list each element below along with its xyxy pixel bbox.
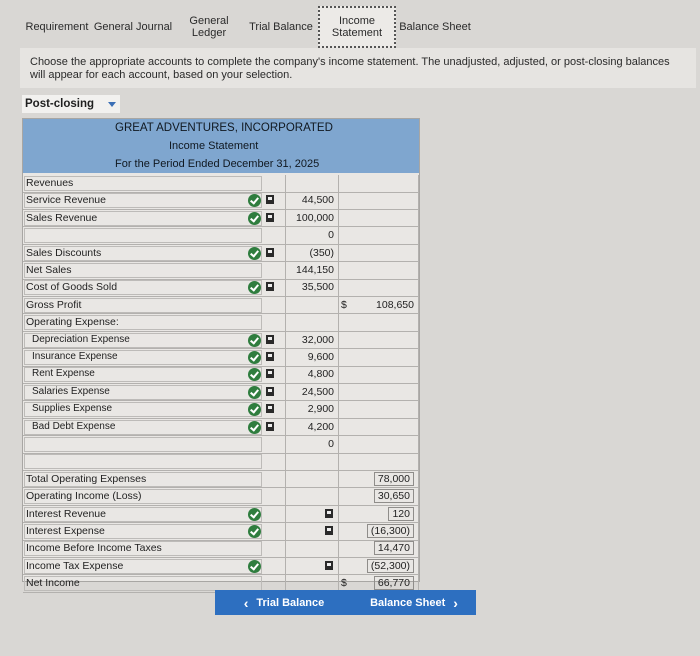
total-cell[interactable]	[339, 384, 419, 401]
flag-icon	[325, 561, 333, 570]
company-name: GREAT ADVENTURES, INCORPORATED	[23, 119, 419, 137]
account-label: Revenues	[26, 177, 74, 189]
total-cell[interactable]	[339, 297, 419, 314]
amount-cell[interactable]	[285, 175, 339, 192]
amount-value: 32,000	[301, 333, 334, 346]
total-cell[interactable]	[339, 453, 419, 470]
account-select[interactable]	[24, 437, 262, 452]
tab-requirement[interactable]: Requirement	[25, 21, 89, 33]
total-cell[interactable]	[339, 540, 419, 557]
total-cell[interactable]	[339, 401, 419, 418]
table-row	[23, 192, 419, 210]
amount-cell[interactable]	[285, 332, 339, 349]
tab-general-journal[interactable]: General Journal	[93, 21, 173, 33]
total-cell[interactable]	[339, 523, 419, 540]
total-value: 30,650	[374, 489, 414, 503]
amount-value: 4,800	[307, 368, 334, 381]
total-cell[interactable]	[339, 210, 419, 227]
check-icon	[248, 386, 261, 399]
flag-icon	[266, 404, 274, 413]
flag-icon	[266, 282, 274, 291]
statement-title: Income Statement	[23, 137, 419, 155]
account-label: Net Sales	[26, 264, 72, 276]
table-row	[23, 245, 419, 263]
table-row	[23, 540, 419, 558]
flag-icon	[266, 422, 274, 431]
amount-value: 35,500	[301, 281, 334, 294]
account-label: Gross Profit	[26, 298, 82, 311]
total-value: (52,300)	[367, 559, 414, 573]
table-row	[23, 297, 419, 315]
flag-icon	[266, 213, 274, 222]
check-icon	[248, 351, 261, 364]
check-icon	[248, 508, 261, 521]
total-value: 14,470	[374, 541, 414, 555]
total-value: (16,300)	[367, 524, 414, 538]
table-row	[23, 471, 419, 489]
total-cell[interactable]	[339, 332, 419, 349]
account-select[interactable]	[24, 228, 262, 243]
table-row	[23, 419, 419, 437]
table-row	[23, 436, 419, 454]
table-row	[23, 349, 419, 367]
amount-value: 44,500	[301, 194, 334, 207]
amount-cell[interactable]	[285, 471, 339, 488]
chevron-right-icon: ›	[453, 594, 458, 611]
account-label: Insurance Expense	[32, 351, 118, 362]
flag-icon	[266, 335, 274, 344]
amount-cell[interactable]	[285, 419, 339, 436]
total-value: 78,000	[374, 472, 414, 486]
amount-value: 0	[328, 229, 334, 242]
total-cell[interactable]	[339, 262, 419, 279]
table-row	[23, 210, 419, 228]
table-row	[23, 227, 419, 245]
account-label: Salaries Expense	[32, 385, 110, 397]
table-row	[23, 384, 419, 402]
amount-cell[interactable]	[285, 262, 339, 279]
total-cell[interactable]	[339, 558, 419, 575]
check-icon	[248, 421, 261, 434]
account-label: Sales Discounts	[26, 246, 102, 259]
amount-cell[interactable]	[285, 314, 339, 331]
statement-period: For the Period Ended December 31, 2025	[23, 155, 419, 173]
table-row	[23, 401, 419, 419]
total-cell[interactable]	[339, 436, 419, 453]
check-icon	[248, 212, 261, 225]
prev-button[interactable]	[215, 590, 353, 615]
amount-value: 24,500	[301, 385, 334, 398]
tab-income-statement[interactable]: Income Statement	[318, 6, 396, 48]
account-label: Cost of Goods Sold	[26, 281, 118, 294]
check-icon	[248, 334, 261, 347]
amount-cell[interactable]	[285, 210, 339, 227]
total-cell[interactable]	[339, 245, 419, 262]
total-cell[interactable]	[339, 506, 419, 523]
table-row	[23, 314, 419, 332]
amount-value: 0	[328, 438, 334, 450]
flag-icon	[325, 526, 333, 535]
total-cell[interactable]	[339, 175, 419, 192]
dollar-sign: $	[341, 577, 347, 590]
table-row	[23, 523, 419, 541]
total-cell[interactable]	[339, 471, 419, 488]
account-label: Sales Revenue	[26, 211, 98, 224]
total-cell[interactable]	[339, 366, 419, 383]
table-row	[23, 488, 419, 506]
table-row	[23, 279, 419, 297]
total-value: 66,770	[374, 576, 414, 590]
amount-cell[interactable]	[285, 279, 339, 296]
amount-cell[interactable]	[285, 488, 339, 505]
flag-icon	[266, 248, 274, 257]
table-row	[23, 332, 419, 350]
next-button[interactable]	[352, 590, 476, 615]
table-row	[23, 175, 419, 193]
amount-cell[interactable]	[285, 401, 339, 418]
tab-bar	[22, 6, 474, 48]
total-value: 120	[388, 507, 414, 521]
account-label: Net Income	[26, 577, 80, 590]
tab-balance-sheet[interactable]: Balance Sheet	[399, 21, 471, 33]
total-cell[interactable]	[339, 227, 419, 244]
amount-cell[interactable]	[285, 436, 339, 453]
chevron-down-icon	[108, 102, 116, 107]
amount-cell[interactable]	[285, 540, 339, 557]
account-label: Depreciation Expense	[32, 333, 130, 345]
account-label: Service Revenue	[26, 194, 106, 207]
flag-icon	[266, 352, 274, 361]
amount-cell[interactable]	[285, 384, 339, 401]
flag-icon	[266, 195, 274, 204]
amount-cell[interactable]	[285, 245, 339, 262]
account-select[interactable]	[24, 454, 262, 469]
table-row	[23, 262, 419, 280]
next-button-label: Balance Sheet	[370, 596, 446, 609]
dollar-sign: $	[341, 298, 347, 311]
total-cell[interactable]	[339, 419, 419, 436]
account-label: Interest Revenue	[26, 507, 106, 520]
check-icon	[248, 247, 261, 260]
account-label: Income Before Income Taxes	[26, 542, 162, 555]
balance-selector-value: Post-closing	[25, 98, 95, 110]
account-label: Total Operating Expenses	[26, 472, 147, 485]
account-label: Operating Expense:	[26, 316, 119, 329]
account-label: Operating Income (Loss)	[26, 490, 142, 503]
amount-value: 144,150	[296, 264, 334, 276]
amount-value: 2,900	[307, 403, 334, 416]
account-label: Supplies Expense	[32, 403, 113, 415]
tab-general-ledger[interactable]: General Ledger	[189, 15, 229, 39]
check-icon	[248, 560, 261, 573]
account-label: Rent Expense	[32, 368, 95, 380]
total-cell[interactable]	[339, 349, 419, 366]
amount-value: 9,600	[307, 351, 334, 363]
amount-value: 100,000	[296, 211, 334, 224]
tab-trial-balance[interactable]: Trial Balance	[249, 21, 313, 33]
table-row	[23, 366, 419, 384]
chevron-left-icon: ‹	[243, 594, 249, 611]
total-value: 108,650	[376, 298, 414, 311]
income-statement-table	[22, 118, 420, 590]
account-label: Bad Debt Expense	[32, 420, 116, 432]
table-row	[23, 558, 419, 576]
flag-icon	[266, 387, 274, 396]
check-icon	[248, 525, 261, 538]
total-cell[interactable]	[339, 488, 419, 505]
account-label: Interest Expense	[26, 525, 105, 537]
total-cell[interactable]	[339, 279, 419, 296]
table-row	[23, 453, 419, 471]
amount-cell[interactable]	[285, 453, 339, 470]
balance-selector[interactable]	[22, 95, 120, 113]
total-cell[interactable]	[339, 314, 419, 331]
amount-cell[interactable]	[285, 349, 339, 366]
amount-value: 4,200	[307, 420, 334, 433]
amount-cell[interactable]	[285, 192, 339, 209]
flag-icon	[266, 369, 274, 378]
total-cell[interactable]	[339, 192, 419, 209]
amount-cell[interactable]	[285, 366, 339, 383]
instructions: Choose the appropriate accounts to complete the company's income statement. The unadjusted, adjusted, or post-closing balances will appear for each account, based on your selection.	[20, 48, 696, 88]
amount-value: (350)	[309, 246, 334, 259]
account-label: Income Tax Expense	[26, 559, 124, 572]
amount-cell[interactable]	[285, 227, 339, 244]
amount-cell[interactable]	[285, 297, 339, 314]
flag-icon	[325, 509, 333, 518]
prev-button-label: Trial Balance	[256, 596, 325, 609]
table-row	[23, 506, 419, 524]
